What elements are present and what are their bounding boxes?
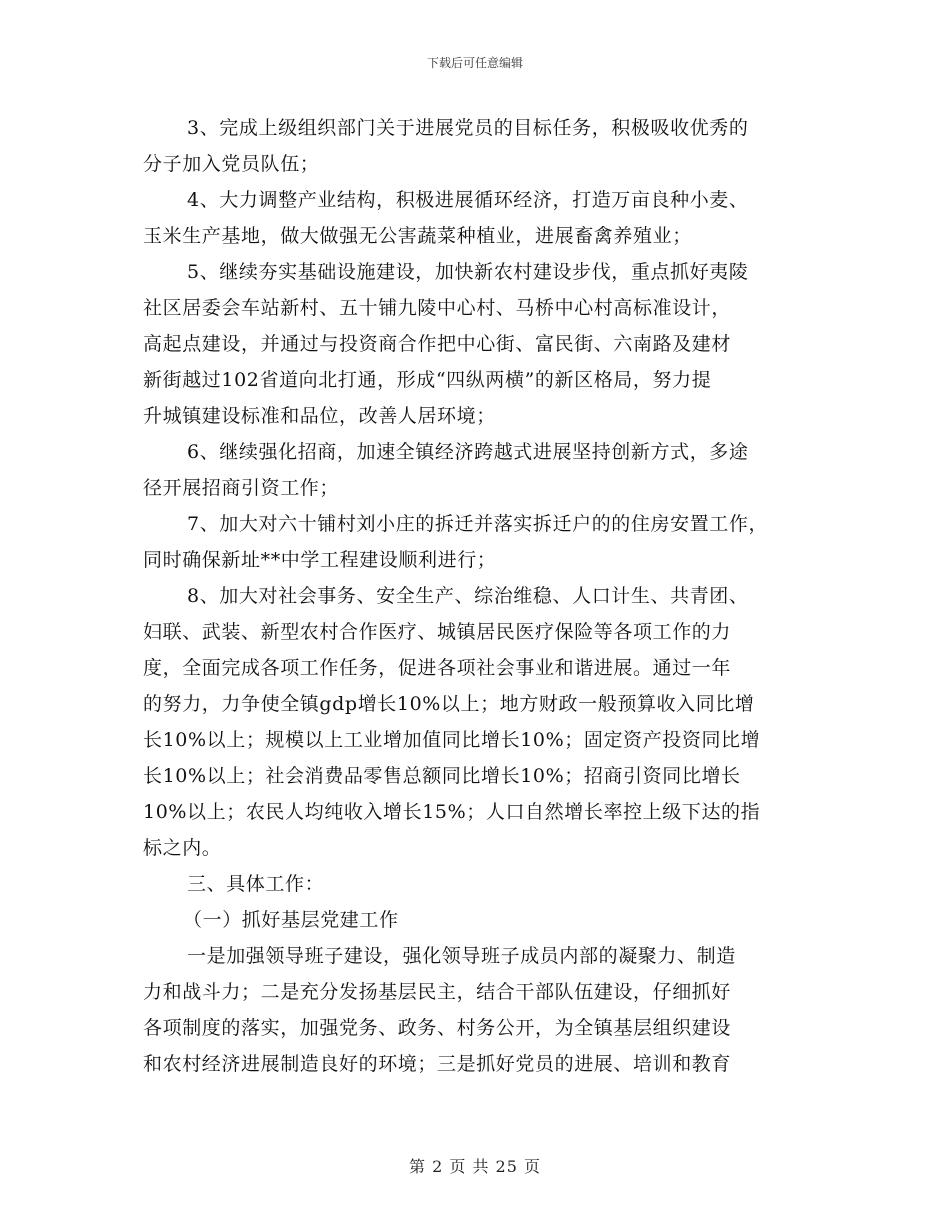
text-line: 新街越过102省道向北打通，形成“四纵两横”的新区格局，努力提 (143, 369, 712, 391)
page-footer: 第 2 页 共 25 页 (409, 1157, 541, 1176)
text-line: 长10%以上；规模以上工业增加值同比增长10%；固定资产投资同比增 (143, 729, 761, 751)
text-line: 玉米生产基地，做大做强无公害蔬菜种植业，进展畜禽养殖业； (143, 225, 692, 247)
text-line: 度，全面完成各项工作任务，促进各项社会事业和谐进展。通过一年 (143, 657, 732, 679)
body-text (143, 110, 833, 1082)
text-line: 的努力，力争使全镇gdp增长10%以上；地方财政一般预算收入同比增 (143, 693, 755, 715)
text-line: 力和战斗力；二是充分发扬基层民主，结合干部队伍建设，仔细抓好 (143, 981, 732, 1003)
text-line: 社区居委会车站新村、五十铺九陵中心村、马桥中心村高标准设计， (143, 297, 732, 319)
text-line: 分子加入党员队伍； (143, 153, 320, 175)
text-line: 长10%以上；社会消费品零售总额同比增长10%；招商引资同比增长 (143, 765, 741, 787)
text-line: 7、加大对六十铺村刘小庄的拆迁并落实拆迁户的的住房安置工作， (187, 513, 769, 535)
text-line: 一是加强领导班子建设，强化领导班子成员内部的凝聚力、制造 (187, 945, 736, 967)
page-header: 下载后可任意编辑 (426, 56, 523, 70)
text-line: 妇联、武装、新型农村合作医疗、城镇居民医疗保险等各项工作的力 (143, 621, 732, 643)
text-line: 6、继续强化招商，加速全镇经济跨越式进展坚持创新方式，多途 (187, 441, 749, 463)
text-line: 标之内。 (143, 837, 222, 859)
text-line: 5、继续夯实基础设施建设，加快新农村建设步伐，重点抓好夷陵 (187, 261, 749, 283)
text-line: 径开展招商引资工作； (143, 477, 340, 499)
text-line: 高起点建设，并通过与投资商合作把中心街、富民街、六南路及建材 (143, 333, 732, 355)
text-line: 3、完成上级组织部门关于进展党员的目标任务，积极吸收优秀的 (187, 117, 749, 139)
text-line: 10%以上；农民人均纯收入增长15%；人口自然增长率控上级下达的指 (143, 801, 761, 823)
text-line: 8、加大对社会事务、安全生产、综治维稳、人口计生、共青团、 (187, 585, 749, 607)
text-line: 同时确保新址**中学工程建设顺利进行； (143, 549, 497, 571)
section-heading: 三、具体工作： (187, 873, 325, 895)
text-line: 4、大力调整产业结构，积极进展循环经济，打造万亩良种小麦、 (187, 189, 749, 211)
subsection-heading: （一）抓好基层党建工作 (183, 909, 399, 931)
text-line: 升城镇建设标准和品位，改善人居环境； (143, 405, 496, 427)
text-line: 和农村经济进展制造良好的环境；三是抓好党员的进展、培训和教育 (143, 1053, 732, 1075)
text-line: 各项制度的落实，加强党务、政务、村务公开，为全镇基层组织建设 (143, 1017, 732, 1039)
